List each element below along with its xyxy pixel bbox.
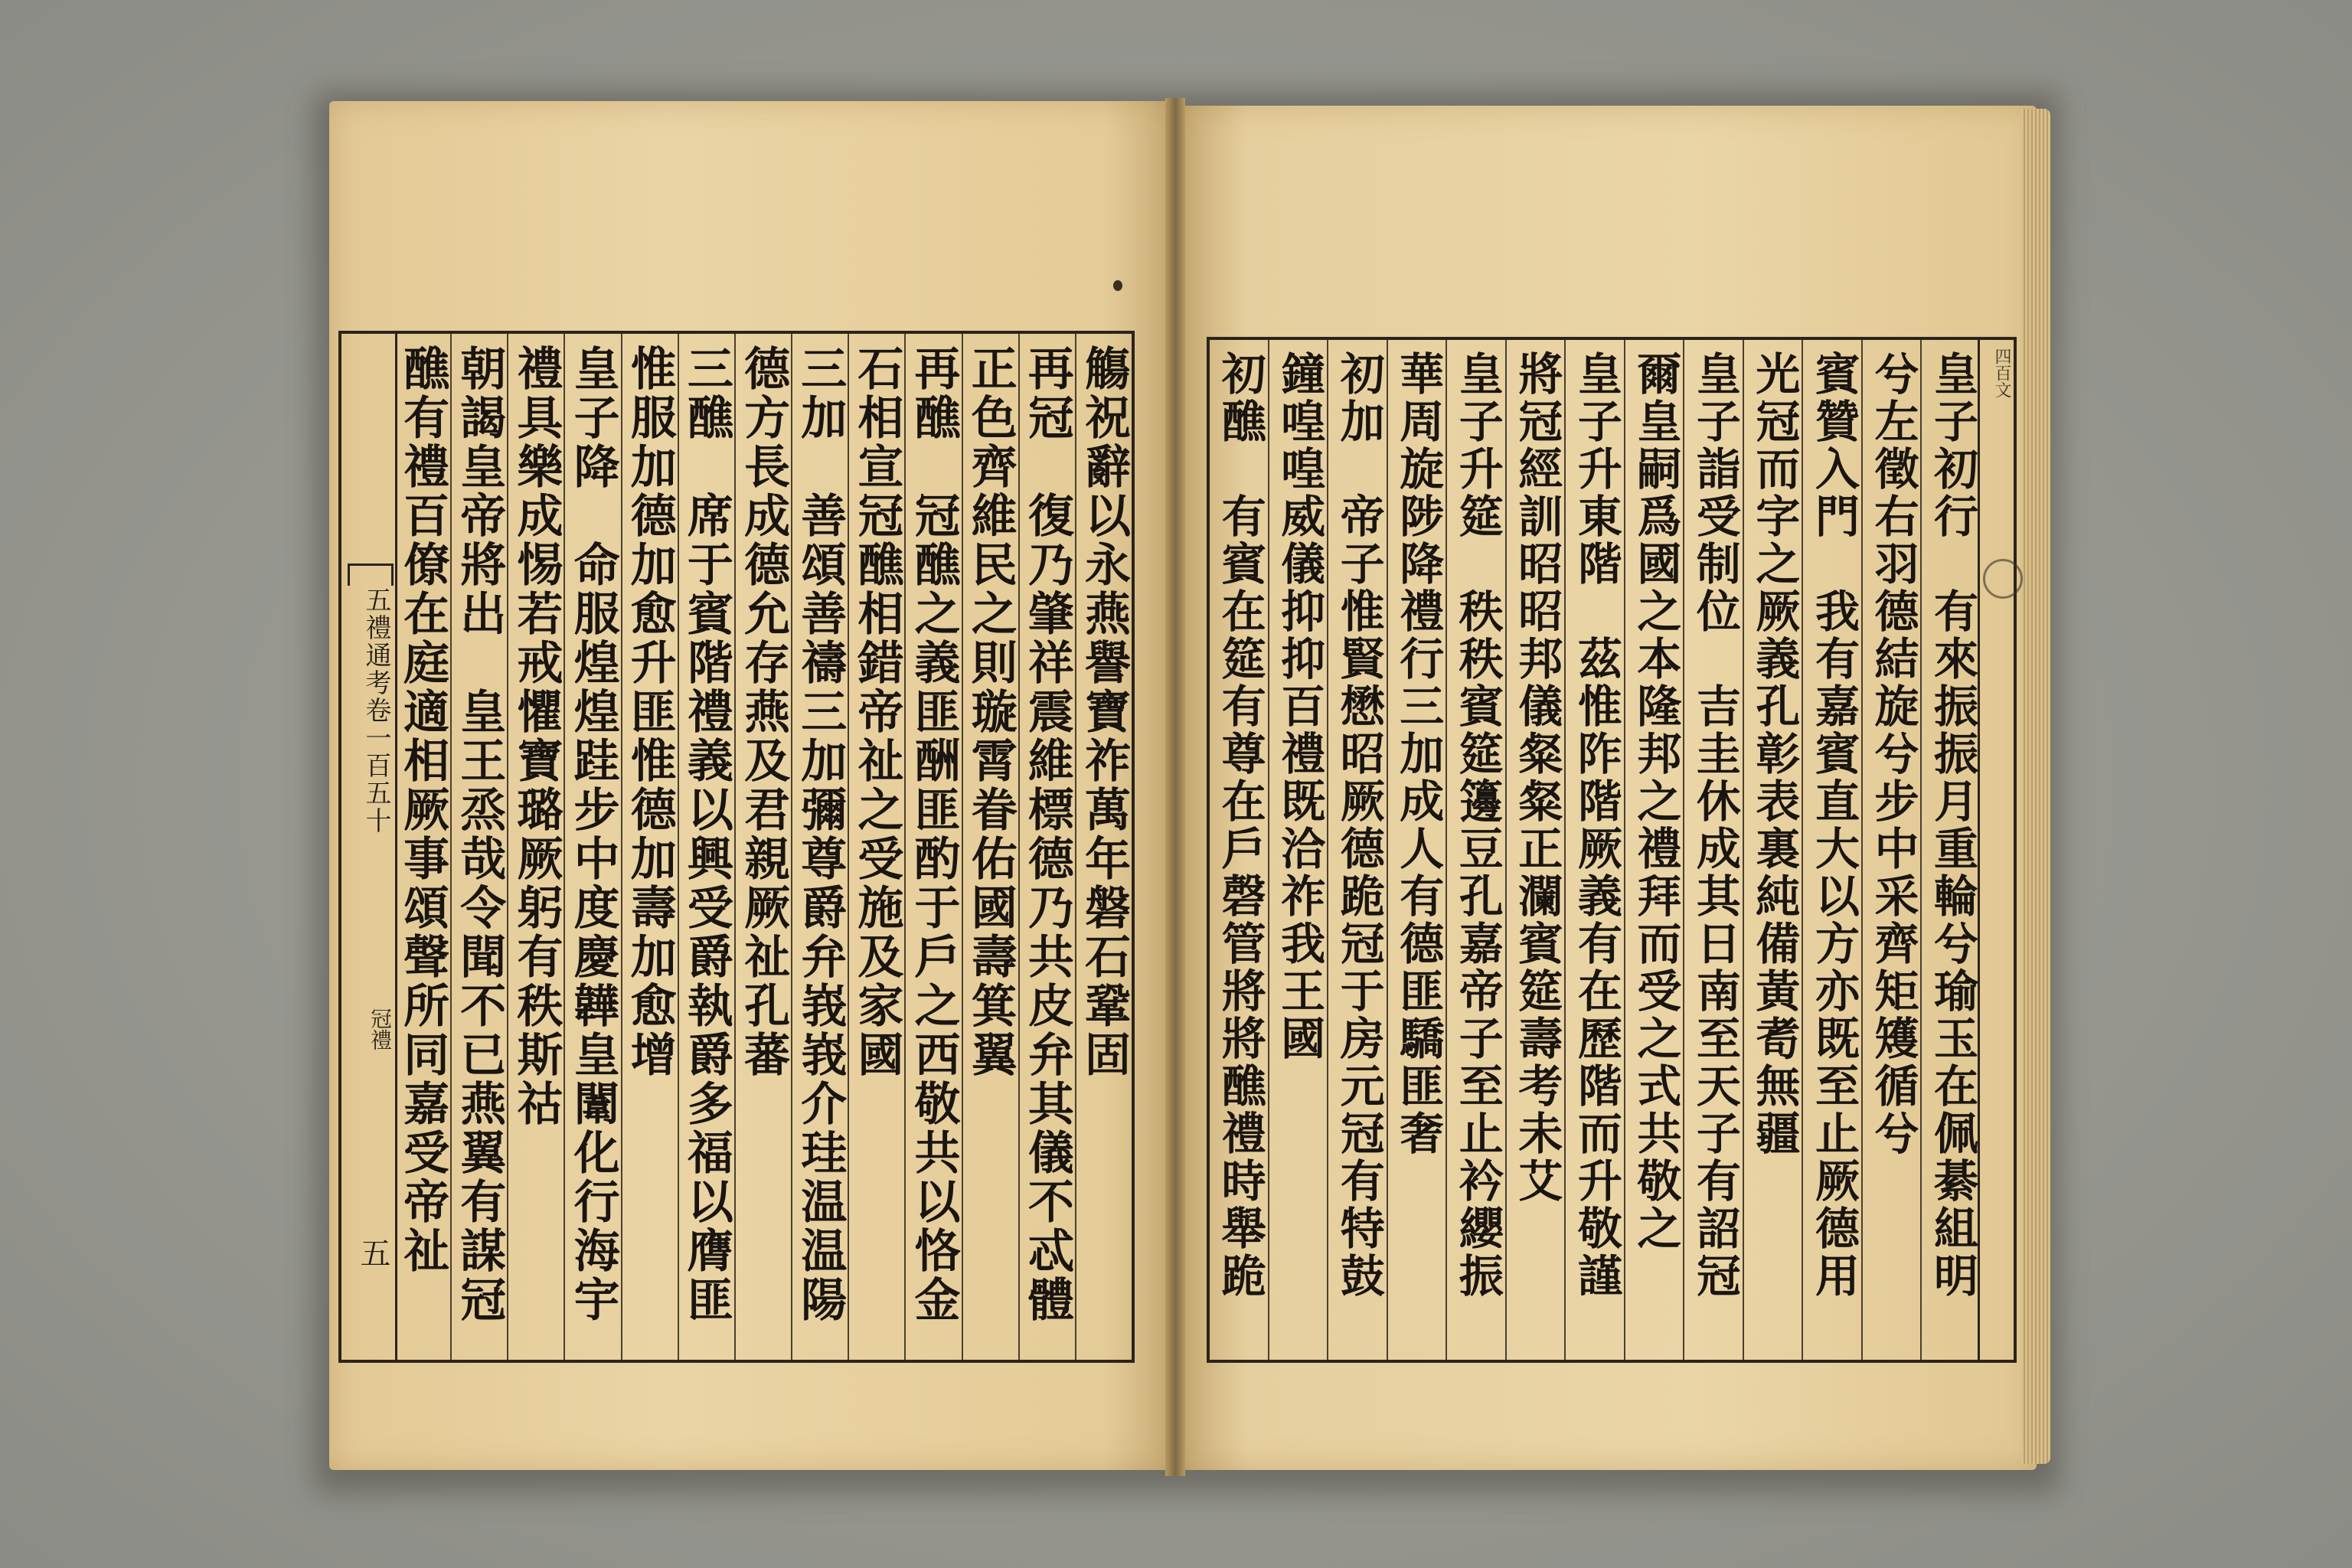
column-text: 初醮 有賓在筵有尊在戶磬管將將醮禮時舉跪	[1214, 351, 1266, 1300]
column-text: 禮具樂成惕若戒懼寶璐厥躬有秩斯祜	[509, 345, 564, 1129]
text-column	[1861, 340, 1921, 1360]
worm-hole	[1113, 280, 1122, 291]
column-text: 賓贊入門 我有嘉賓直大以方亦既至止厥德用	[1807, 351, 1860, 1300]
text-column	[395, 334, 450, 1360]
center-margin-strip	[341, 334, 397, 1360]
text-column	[1387, 340, 1446, 1360]
column-text: 德方長成德允存燕及君親厥祉孔蕃	[737, 345, 791, 1080]
text-column	[962, 334, 1018, 1360]
text-column	[904, 334, 961, 1360]
column-text: 正色齊維民之則璇霄眷佑國壽箕翼	[963, 345, 1018, 1080]
column-text: 光冠而字之厥義孔彰表裏純備黃耉無疆	[1748, 351, 1801, 1158]
column-text: 石相宣冠醮相錯帝祉之受施及家國	[850, 345, 904, 1080]
text-column	[734, 334, 791, 1360]
text-column	[1018, 334, 1075, 1360]
column-text: 爾皇嗣爲國之本隆邦之禮拜而受之式共敬之	[1629, 351, 1682, 1253]
text-column	[1210, 340, 1268, 1360]
column-text: 皇子降 命服煌煌跬步中度慶韡皇闈化行海宇	[566, 345, 620, 1325]
text-column	[1268, 340, 1328, 1360]
margin-note: 四百文	[1992, 348, 2011, 398]
text-column	[564, 334, 620, 1360]
column-text: 皇子詣受制位 吉圭休成其日南至天子有詔冠	[1688, 351, 1741, 1300]
fishtail-mark	[348, 564, 394, 586]
page-edges	[2021, 109, 2050, 1464]
column-text: 惟服加德加愈升匪惟德加壽加愈增	[622, 345, 677, 1080]
text-column	[848, 334, 904, 1360]
book-title: 五禮通考卷一百五十	[361, 586, 391, 835]
column-text: 朝謁皇帝將出 皇王烝哉令聞不已燕翼有謀冠	[452, 345, 507, 1325]
text-column	[1564, 340, 1624, 1360]
column-text: 初加 帝子惟賢懋昭厥德跪冠于房元冠有特鼓	[1332, 351, 1385, 1300]
column-text: 三加 善頌善禱三加彌尊爵弁峩峩介珪温温陽	[793, 345, 848, 1325]
right-columns	[1210, 340, 1980, 1360]
left-columns	[395, 334, 1132, 1360]
column-text: 觴祝辭以永燕譽寶祚萬年磐石鞏固	[1077, 345, 1131, 1080]
text-column	[621, 334, 678, 1360]
column-text: 三醮 席于賓階禮義以興受爵執爵多福以膺匪	[679, 345, 733, 1325]
left-text-frame	[338, 331, 1135, 1363]
text-column	[1505, 340, 1565, 1360]
folio-number: 五	[355, 1237, 390, 1268]
column-text: 醮有禮百僚在庭適相厥事頌聲所同嘉受帝祉	[396, 345, 450, 1276]
column-text: 再醮 冠醮之義匪酬匪酌于戶之西敬共以恪金	[906, 345, 961, 1325]
text-column	[1624, 340, 1684, 1360]
right-margin-strip	[1978, 340, 2014, 1360]
book-gutter	[1165, 98, 1185, 1476]
text-column	[1920, 340, 1980, 1360]
text-column	[507, 334, 564, 1360]
text-column	[1075, 334, 1132, 1360]
right-text-frame	[1207, 337, 2017, 1363]
column-text: 兮左徵右羽德結旋兮步中采齊矩矱循兮	[1867, 351, 1919, 1158]
column-text: 鐘喤喤威儀抑抑百禮既洽祚我王國	[1273, 351, 1326, 1063]
page-stamp-mark	[1983, 559, 2023, 599]
text-column	[1802, 340, 1861, 1360]
column-text: 再冠 復乃肇祥震維標德乃共皮弁其儀不忒體	[1020, 345, 1074, 1325]
column-text: 皇子升筵 秩秩賓筵籩豆孔嘉帝子至止衿纓振	[1451, 351, 1504, 1300]
text-column	[1446, 340, 1505, 1360]
column-text: 皇子升東階 茲惟阼階厥義有在歷階而升敬謹	[1570, 351, 1622, 1300]
text-column	[791, 334, 848, 1360]
text-column	[1683, 340, 1743, 1360]
column-text: 皇子初行 有來振振月重輪兮瑜玉在佩綦組明	[1926, 351, 1978, 1300]
column-text: 華周旋陟降禮行三加成人有德匪驕匪奢	[1392, 351, 1445, 1158]
text-column	[1743, 340, 1802, 1360]
column-text: 將冠經訓昭昭邦儀粲粲正瀾賓筵壽考未艾	[1511, 351, 1563, 1205]
chapter-name: 冠禮	[368, 1008, 393, 1050]
text-column	[450, 334, 507, 1360]
text-column	[678, 334, 734, 1360]
text-column	[1327, 340, 1387, 1360]
